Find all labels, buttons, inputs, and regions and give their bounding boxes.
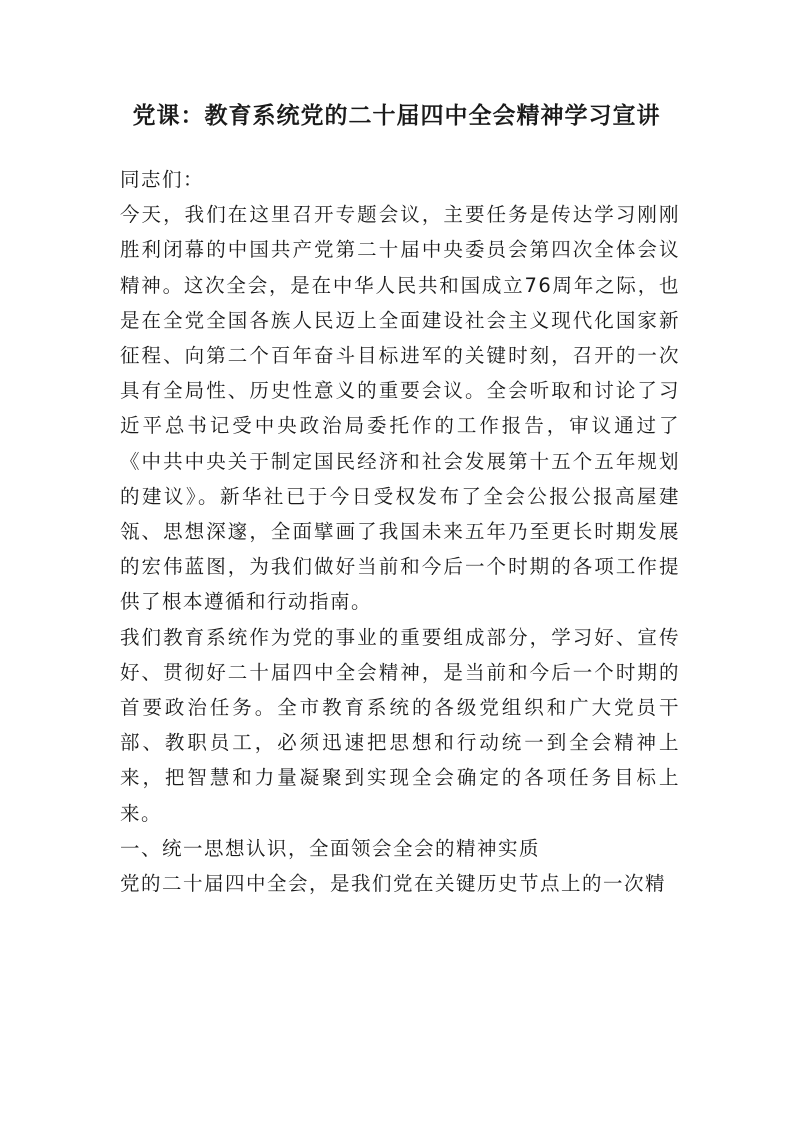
section-heading: 一、统一思想认识，全面领会全会的精神实质: [120, 836, 541, 860]
paragraph-intro: 今天，我们在这里召开专题会议，主要任务是传达学习刚刚胜利闭幕的中国共产党第二十届中央委员会第四次全体会议精神。这次全会，是在中华人民共和国成立76周年之际，也是在全党全国各族人民迈上全面建设社会主义现代化国家新征程、向第二个百年奋斗目标进军的关键时刻，召开的一次具有全局性、历史性意义的重要会议。全会听取和讨论了习近平总书记受中央政治局委托作的工作报告，审议通过了《中共中央关于制定国民经济和社会发展第十五个五年规划的建议》。新华社已于今日受权发布了全会公报公报高屋建瓴、思想深邃，全面擘画了我国未来五年乃至更长时期发展的宏伟蓝图，为我们做好当前和今后一个时期的各项工作提供了根本遵循和行动指南。: [120, 203, 680, 614]
document-body: [120, 162, 680, 901]
paragraph-education: 我们教育系统作为党的事业的重要组成部分，学习好、宣传好、贯彻好二十届四中全会精神，是当前和今后一个时期的首要政治任务。全市教育系统的各级党组织和广大党员干部、教职员工，必须迅速把思想和行动统一到全会精神上来，把智慧和力量凝聚到实现全会确定的各项任务目标上来。: [120, 625, 680, 825]
salutation: 同志们：: [120, 168, 205, 191]
document-title: 党课：教育系统党的二十届四中全会精神学习宣讲: [132, 102, 661, 129]
paragraph-section-one: 党的二十届四中全会，是我们党在关键历史节点上的一次精: [120, 872, 667, 896]
